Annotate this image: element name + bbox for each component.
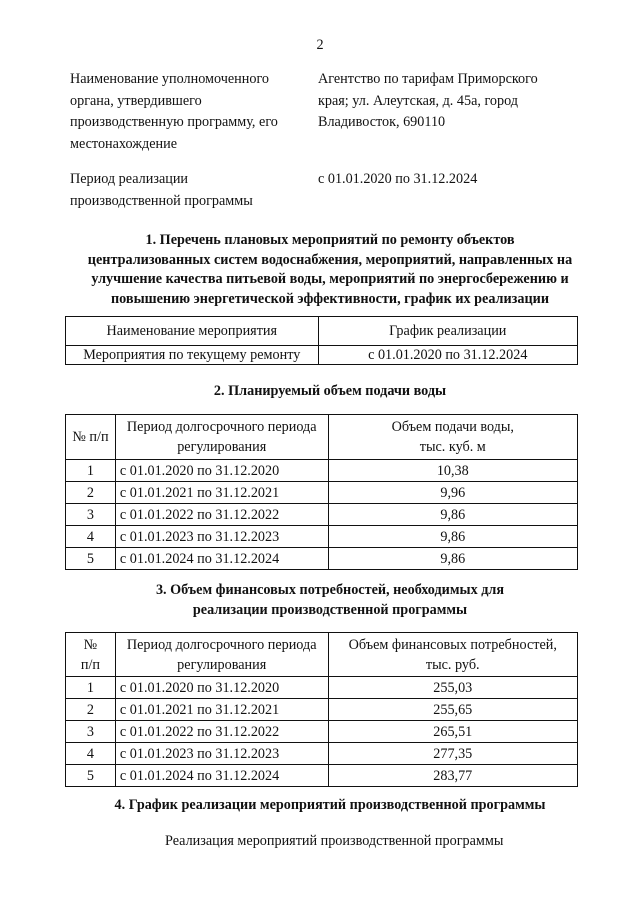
section1-title-line: повышению энергетической эффективности, график их реализации	[111, 290, 549, 307]
period-value	[318, 169, 568, 191]
table-header-row	[66, 317, 578, 346]
row-period: с 01.01.2020 по 31.12.2020	[115, 677, 328, 699]
row-value: 9,96	[328, 482, 577, 504]
section2-table	[65, 414, 578, 570]
row-number: 5	[66, 548, 116, 570]
row-value: 255,65	[328, 699, 577, 721]
section4-text: Реализация мероприятий производственной программы	[165, 833, 504, 849]
row-value: 9,86	[328, 504, 577, 526]
row-period: с 01.01.2023 по 31.12.2023	[115, 743, 328, 765]
column-header: График реализации	[318, 317, 577, 346]
header-line: Объем финансовых потребностей,	[348, 636, 557, 653]
row-period: с 01.01.2024 по 31.12.2024	[115, 765, 328, 787]
section1-title-line: 1. Перечень плановых мероприятий по ремонту объектов	[145, 232, 515, 248]
table-header-row	[66, 415, 578, 460]
row-period: с 01.01.2021 по 31.12.2021	[115, 482, 328, 504]
row-value: 9,86	[328, 548, 577, 570]
row-number: 3	[66, 721, 116, 743]
table-cell: Мероприятия по текущему ремонту	[66, 346, 319, 365]
row-number: 5	[66, 765, 116, 787]
row-period: с 01.01.2021 по 31.12.2021	[115, 699, 328, 721]
section3-table	[65, 632, 578, 787]
page-number: 2	[316, 37, 324, 53]
row-value: 9,86	[328, 526, 577, 548]
column-header-number	[66, 633, 116, 677]
row-period: с 01.01.2020 по 31.12.2020	[115, 460, 328, 482]
row-value: 255,03	[328, 677, 577, 699]
row-value: 265,51	[328, 721, 577, 743]
header-line: Объем подачи воды,	[391, 419, 514, 435]
header-line: п/п	[80, 656, 101, 673]
authority-label-line: органа, утвердившего	[70, 92, 202, 109]
header-line: Период долгосрочного периода	[126, 419, 317, 435]
authority-label-line: производственную программу, его	[70, 114, 278, 130]
section1-table	[65, 316, 578, 365]
section3-title	[40, 581, 620, 620]
row-period: с 01.01.2024 по 31.12.2024	[115, 548, 328, 570]
header-line: Период долгосрочного периода	[126, 636, 317, 653]
section1-title-line: улучшение качества питьевой воды, мероприятий по энергосбережению и	[91, 271, 569, 287]
authority-value-line: Владивосток, 690110	[318, 114, 446, 130]
authority-label-line: местонахождение	[70, 135, 178, 152]
row-number: 1	[66, 460, 116, 482]
authority-label	[70, 69, 310, 155]
section4-title: 4. График реализации мероприятий производственной программы	[114, 797, 546, 813]
row-value: 277,35	[328, 743, 577, 765]
row-number: 4	[66, 526, 116, 548]
table-row	[66, 677, 578, 699]
authority-label-line: Наименование уполномоченного	[70, 71, 269, 87]
row-number: 1	[66, 677, 116, 699]
row-value: 10,38	[328, 460, 577, 482]
period-label-line: производственной программы	[70, 192, 253, 209]
column-header-value	[328, 415, 577, 460]
table-row	[66, 526, 578, 548]
column-header-period	[115, 633, 328, 677]
table-row	[66, 765, 578, 787]
row-number: 2	[66, 482, 116, 504]
row-value: 283,77	[328, 765, 577, 787]
period-label-line: Период реализации	[70, 171, 189, 187]
column-header: Наименование мероприятия	[66, 317, 319, 346]
header-line: регулирования	[177, 656, 267, 673]
section3-title-line: 3. Объем финансовых потребностей, необходимых для	[155, 582, 505, 598]
header-line: тыс. руб.	[425, 656, 480, 673]
row-period: с 01.01.2022 по 31.12.2022	[115, 721, 328, 743]
header-line: тыс. куб. м	[419, 439, 486, 455]
row-number: 4	[66, 743, 116, 765]
section1-title	[40, 231, 620, 309]
table-header-row	[66, 633, 578, 677]
table-cell: с 01.01.2020 по 31.12.2024	[318, 346, 577, 365]
authority-value-line: края; ул. Алеутская, д. 45а, город	[318, 92, 519, 109]
section2-title: 2. Планируемый объем подачи воды	[213, 383, 447, 399]
table-row	[66, 721, 578, 743]
header-line: №	[83, 636, 98, 653]
section1-title-line: централизованных систем водоснабжения, мероприятий, направленных на	[87, 251, 573, 268]
column-header-number: № п/п	[66, 415, 116, 460]
table-row	[66, 482, 578, 504]
column-header-value	[328, 633, 577, 677]
row-number: 2	[66, 699, 116, 721]
period-value-line: с 01.01.2020 по 31.12.2024	[318, 171, 478, 187]
column-header-period	[115, 415, 328, 460]
table-row	[66, 743, 578, 765]
section3-title-line: реализации производственной программы	[192, 601, 468, 618]
period-label	[70, 169, 310, 212]
table-row	[66, 548, 578, 570]
header-line: регулирования	[177, 439, 267, 455]
row-period: с 01.01.2023 по 31.12.2023	[115, 526, 328, 548]
table-row	[66, 460, 578, 482]
table-row	[66, 504, 578, 526]
row-number: 3	[66, 504, 116, 526]
authority-value	[318, 69, 568, 134]
row-period: с 01.01.2022 по 31.12.2022	[115, 504, 328, 526]
table-row	[66, 346, 578, 365]
authority-value-line: Агентство по тарифам Приморского	[318, 71, 538, 87]
table-row	[66, 699, 578, 721]
